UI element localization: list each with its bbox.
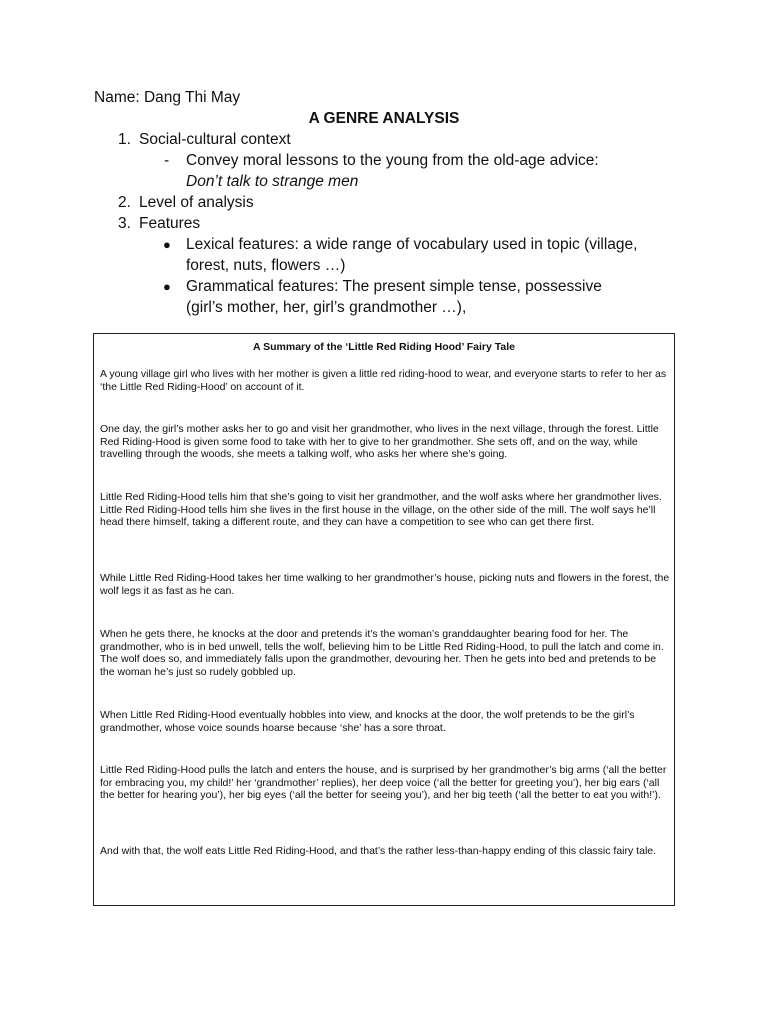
sub-item-moral-lessons: Convey moral lessons to the young from the old-age advice: bbox=[186, 152, 599, 169]
outline-item-social-cultural: Social-cultural context bbox=[139, 131, 291, 148]
summary-title: A Summary of the ‘Little Red Riding Hood’ Fairy Tale bbox=[253, 341, 515, 353]
bullet-lexical-line2: forest, nuts, flowers …) bbox=[186, 257, 346, 274]
outline-number-2: 2. bbox=[118, 194, 131, 211]
dash-marker: - bbox=[164, 152, 170, 169]
summary-paragraph: Little Red Riding-Hood pulls the latch and enters the house, and is surprised by her grandmother’s big arms (‘all the better for embracing you, my child!’ her ‘grandmother’ replies), her deep voice (‘all the better for greeting you’), her big ears (‘all the better for hearing you’), her big eyes (‘all the better for seeing you’), and her big teeth (‘all the better to eat you with!’). bbox=[100, 764, 667, 801]
outline-item-features: Features bbox=[139, 215, 201, 232]
summary-paragraph: While Little Red Riding-Hood takes her time walking to her grandmother’s house, picking nuts and flowers in the forest, the wolf legs it as fast as he can. bbox=[100, 572, 670, 597]
summary-paragraph: When he gets there, he knocks at the door and pretends it’s the woman’s granddaughter bearing food for her. The grandmother, who is in bed unwell, tells the wolf, believing him to be Little Red Riding-Hood, to pull the latch and come in. The wolf does so, and immediately falls upon the grandmother, devouring her. Then he gets into bed and pretends to be the woman he’s just so rudely gobbled up. bbox=[100, 628, 664, 678]
bullet-lexical-line1: Lexical features: a wide range of vocabulary used in topic (village, bbox=[186, 236, 638, 253]
summary-paragraph: One day, the girl’s mother asks her to go and visit her grandmother, who lives in the next village, through the forest. Little Red Riding-Hood is given some food to take with her to give to her grandmother. She sets off, and on the way, while travelling through the woods, she meets a talking wolf, who asks her where she’s going. bbox=[100, 423, 659, 460]
author-name: Name: Dang Thi May bbox=[94, 89, 241, 106]
bullet-grammatical-line2: (girl’s mother, her, girl’s grandmother …), bbox=[186, 299, 467, 316]
outline-number-3: 3. bbox=[118, 215, 131, 232]
outline-number-1: 1. bbox=[118, 131, 131, 148]
outline-item-level-of-analysis: Level of analysis bbox=[139, 194, 254, 211]
summary-box bbox=[93, 333, 675, 906]
bullet-icon: ● bbox=[163, 237, 171, 252]
page-title: A GENRE ANALYSIS bbox=[308, 110, 460, 127]
summary-paragraph: Little Red Riding-Hood tells him that she’s going to visit her grandmother, and the wolf asks where her grandmother lives. Little Red Riding-Hood tells him she lives in the first house in the village, on the other side of the mill. The wolf says he’ll head there himself, taking a different route, and they can have a competition to see who can get there first. bbox=[100, 491, 662, 528]
summary-paragraph: A young village girl who lives with her mother is given a little red riding-hood to wear, and everyone starts to refer to her as ‘the Little Red Riding-Hood’ on account of it. bbox=[100, 368, 667, 393]
summary-paragraph: And with that, the wolf eats Little Red Riding-Hood, and that’s the rather less-than-happy ending of this classic fairy tale. bbox=[100, 845, 657, 857]
bullet-icon: ● bbox=[163, 279, 171, 294]
bullet-grammatical-line1: Grammatical features: The present simple tense, possessive bbox=[186, 278, 602, 295]
summary-paragraph: When Little Red Riding-Hood eventually hobbles into view, and knocks at the door, the wolf pretends to be the girl’s grandmother, whose voice sounds hoarse because ‘she’ has a sore throat. bbox=[100, 709, 635, 734]
sub-item-advice-quote: Don’t talk to strange men bbox=[186, 173, 359, 190]
